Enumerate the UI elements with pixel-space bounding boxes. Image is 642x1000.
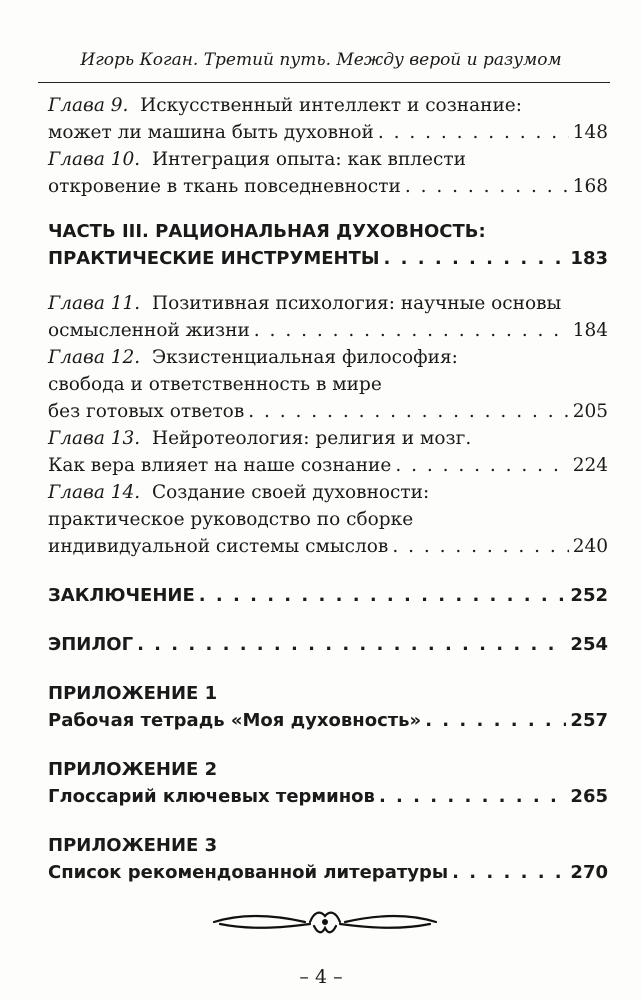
toc-entry-ch11-line2: [48, 317, 608, 344]
section-title: ЭПИЛОГ: [48, 634, 134, 655]
dot-leader: [378, 119, 569, 146]
chapter-label: Глава 11.: [48, 293, 141, 314]
page-ref: 254: [570, 634, 608, 655]
chapter-title-cont: без готовых ответов: [48, 401, 245, 422]
page-ref: 183: [570, 248, 608, 269]
chapter-title-cont: индивидуальной системы смыслов: [48, 536, 389, 557]
toc-entry-ch14-line1: [48, 479, 608, 506]
section-title: ЗАКЛЮЧЕНИЕ: [48, 585, 195, 606]
chapter-label: Глава 12.: [48, 347, 141, 368]
toc-conclusion: [48, 582, 608, 609]
toc-entry-ch12-line2: [48, 371, 608, 398]
toc-entry-ch9-line1: [48, 92, 608, 119]
section-subtitle: Глоссарий ключевых терминов: [48, 786, 375, 807]
toc-entry-ch11-line1: [48, 290, 608, 317]
section-subtitle: Рабочая тетрадь «Моя духовность»: [48, 710, 422, 731]
page-ref: 168: [572, 176, 608, 197]
toc-part3-line1: [48, 218, 608, 245]
toc-entry-ch12-line3: [48, 398, 608, 425]
chapter-title-cont: осмысленной жизни: [48, 320, 250, 341]
dot-leader: [425, 707, 566, 734]
toc-entry-ch10-line2: [48, 173, 608, 200]
chapter-title-cont: откровение в ткань повседневности: [48, 176, 401, 197]
page-ref: 265: [570, 786, 608, 807]
toc-appendix1-title: [48, 680, 608, 707]
part-title-cont: ПРАКТИЧЕСКИЕ ИНСТРУМЕНТЫ: [48, 248, 380, 269]
dot-leader: [137, 631, 566, 658]
page-number: – 4 –: [299, 966, 343, 988]
dot-leader: [392, 533, 568, 560]
chapter-title-cont: Как вера влияет на наше сознание: [48, 455, 392, 476]
page-ref: 257: [570, 710, 608, 731]
toc-appendix2-title: [48, 756, 608, 783]
page-ref: 184: [572, 320, 608, 341]
toc-appendix1-entry: [48, 707, 608, 734]
page-ref: 148: [572, 122, 608, 143]
dot-leader: [384, 245, 567, 272]
dot-leader: [395, 452, 568, 479]
part-title: ЧАСТЬ III. РАЦИОНАЛЬНАЯ ДУХОВНОСТЬ:: [48, 221, 486, 242]
ornament-divider-icon: [210, 900, 440, 940]
chapter-title: Интеграция опыта: как вплести: [151, 149, 466, 170]
chapter-title: Экзистенциальная философия:: [151, 347, 458, 368]
dot-leader: [405, 173, 569, 200]
dot-leader: [452, 859, 566, 886]
toc-entry-ch9-line2: [48, 119, 608, 146]
section-title: ПРИЛОЖЕНИЕ 1: [48, 683, 218, 704]
chapter-title-cont: свобода и ответственность в мире: [48, 374, 382, 395]
chapter-title: Искусственный интеллект и сознание:: [140, 95, 522, 116]
chapter-title: Позитивная психология: научные основы: [151, 293, 562, 314]
page-ref: 224: [572, 455, 608, 476]
running-header: Игорь Коган. Третий путь. Между верой и разумом: [80, 50, 562, 70]
toc-entry-ch12-line1: [48, 344, 608, 371]
dot-leader: [199, 582, 567, 609]
toc-entry-ch14-line3: [48, 533, 608, 560]
toc-appendix3-title: [48, 832, 608, 859]
table-of-contents: [48, 92, 608, 886]
page-ref: 270: [570, 862, 608, 883]
chapter-label: Глава 9.: [48, 95, 129, 116]
page-ref: 252: [570, 585, 608, 606]
toc-epilogue: [48, 631, 608, 658]
dot-leader: [248, 398, 568, 425]
chapter-title-cont: может ли машина быть духовной: [48, 122, 374, 143]
section-title: ПРИЛОЖЕНИЕ 2: [48, 759, 218, 780]
toc-entry-ch10-line1: [48, 146, 608, 173]
toc-appendix3-entry: [48, 859, 608, 886]
section-subtitle: Список рекомендованной литературы: [48, 862, 449, 883]
toc-entry-ch14-line2: [48, 506, 608, 533]
dot-leader: [254, 317, 569, 344]
header-rule: [38, 82, 610, 83]
chapter-label: Глава 10.: [48, 149, 141, 170]
chapter-title: Нейротеология: религия и мозг.: [151, 428, 472, 449]
chapter-title-cont: практическое руководство по сборке: [48, 509, 414, 530]
toc-appendix2-entry: [48, 783, 608, 810]
toc-part3-line2: [48, 245, 608, 272]
chapter-title: Создание своей духовности:: [151, 482, 430, 503]
page-ref: 205: [572, 401, 608, 422]
toc-entry-ch13-line2: [48, 452, 608, 479]
chapter-label: Глава 13.: [48, 428, 141, 449]
toc-entry-ch13-line1: [48, 425, 608, 452]
chapter-label: Глава 14.: [48, 482, 141, 503]
dot-leader: [379, 783, 566, 810]
section-title: ПРИЛОЖЕНИЕ 3: [48, 835, 218, 856]
page-ref: 240: [572, 536, 608, 557]
